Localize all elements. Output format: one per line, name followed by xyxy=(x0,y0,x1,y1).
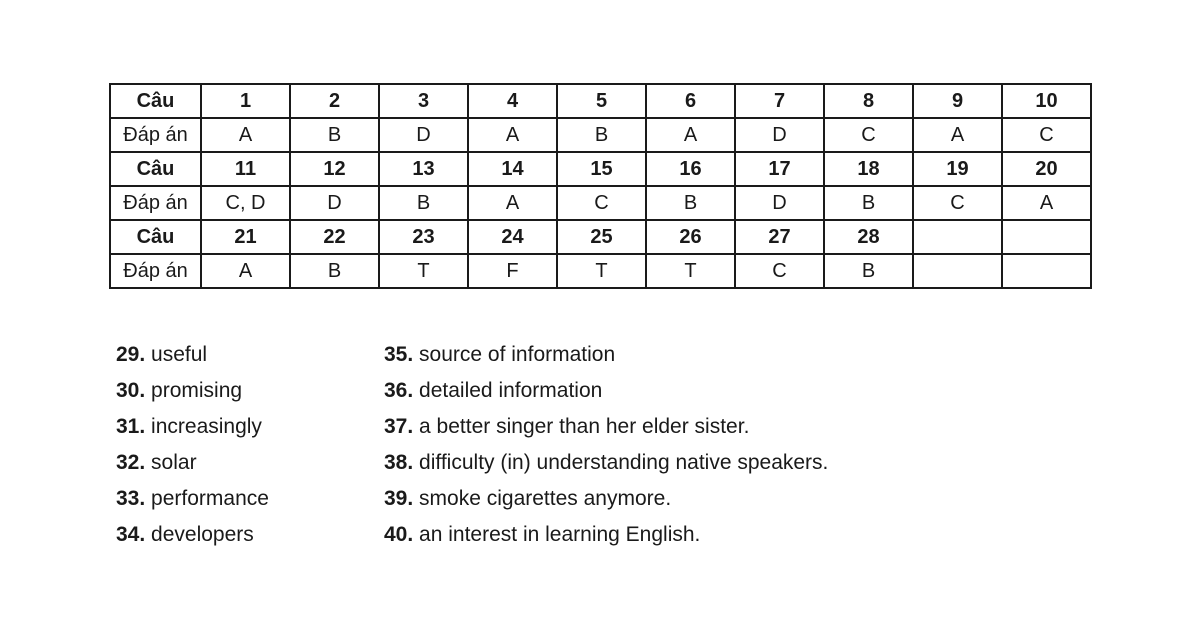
question-number: 38. xyxy=(384,451,414,474)
question-number-cell: 6 xyxy=(646,84,735,118)
answer-cell: F xyxy=(468,254,557,288)
question-number-cell: 19 xyxy=(913,152,1002,186)
answer-row xyxy=(110,254,1091,288)
answer-cell: C xyxy=(824,118,913,152)
answer-cell: A xyxy=(468,186,557,220)
answer-cell: A xyxy=(201,118,290,152)
answer-cell: C xyxy=(1002,118,1091,152)
question-number-cell: 26 xyxy=(646,220,735,254)
answer-cell: D xyxy=(290,186,379,220)
answer-text: developers xyxy=(151,523,254,546)
answer-cell: A xyxy=(646,118,735,152)
written-answer-item xyxy=(384,340,828,376)
written-answers-left xyxy=(116,340,269,556)
answer-cell: D xyxy=(735,186,824,220)
answer-cell: C xyxy=(557,186,646,220)
question-number-cell: 27 xyxy=(735,220,824,254)
answer-cell: C xyxy=(735,254,824,288)
written-answer-item xyxy=(384,376,828,412)
question-number-cell: 8 xyxy=(824,84,913,118)
question-number-cell xyxy=(1002,220,1091,254)
written-answer-item xyxy=(384,412,828,448)
written-answer-item xyxy=(384,484,828,520)
answer-cell: C xyxy=(913,186,1002,220)
answer-cell: A xyxy=(201,254,290,288)
question-number-cell: 2 xyxy=(290,84,379,118)
answer-cell: B xyxy=(824,186,913,220)
answer-text: smoke cigarettes anymore. xyxy=(419,487,672,510)
question-number-cell xyxy=(913,220,1002,254)
question-row-label: Câu xyxy=(110,220,201,254)
question-number: 33. xyxy=(116,487,146,510)
question-number-cell: 25 xyxy=(557,220,646,254)
question-number-row xyxy=(110,220,1091,254)
answer-row-label: Đáp án xyxy=(110,254,201,288)
answer-text: an interest in learning English. xyxy=(419,523,701,546)
question-number-cell: 16 xyxy=(646,152,735,186)
question-number-row xyxy=(110,152,1091,186)
question-row-label: Câu xyxy=(110,84,201,118)
answer-text: performance xyxy=(151,487,269,510)
answer-cell: B xyxy=(290,254,379,288)
question-number: 32. xyxy=(116,451,146,474)
written-answers-right xyxy=(384,340,828,556)
answer-cell: C, D xyxy=(201,186,290,220)
question-number-row xyxy=(110,84,1091,118)
question-number: 34. xyxy=(116,523,146,546)
written-answer-item xyxy=(116,376,269,412)
answer-cell: T xyxy=(646,254,735,288)
question-row-label: Câu xyxy=(110,152,201,186)
answer-row xyxy=(110,186,1091,220)
question-number-cell: 14 xyxy=(468,152,557,186)
answer-row-label: Đáp án xyxy=(110,186,201,220)
answer-cell: B xyxy=(379,186,468,220)
answer-cell: T xyxy=(379,254,468,288)
question-number: 30. xyxy=(116,379,146,402)
question-number-cell: 3 xyxy=(379,84,468,118)
question-number-cell: 12 xyxy=(290,152,379,186)
answer-text: promising xyxy=(151,379,243,402)
answer-cell: B xyxy=(646,186,735,220)
answer-cell: A xyxy=(468,118,557,152)
written-answer-item xyxy=(116,448,269,484)
answer-text: increasingly xyxy=(151,415,262,438)
written-answer-item xyxy=(116,340,269,376)
answer-cell xyxy=(1002,254,1091,288)
answer-text: useful xyxy=(151,343,208,366)
answer-cell: D xyxy=(735,118,824,152)
answer-row-label: Đáp án xyxy=(110,118,201,152)
question-number-cell: 24 xyxy=(468,220,557,254)
written-answer-item xyxy=(116,412,269,448)
answer-cell: B xyxy=(557,118,646,152)
question-number-cell: 10 xyxy=(1002,84,1091,118)
question-number-cell: 13 xyxy=(379,152,468,186)
answer-cell: T xyxy=(557,254,646,288)
question-number: 36. xyxy=(384,379,414,402)
question-number-cell: 22 xyxy=(290,220,379,254)
written-answer-item xyxy=(384,448,828,484)
written-answer-item xyxy=(384,520,828,556)
question-number: 29. xyxy=(116,343,146,366)
question-number-cell: 4 xyxy=(468,84,557,118)
question-number: 40. xyxy=(384,523,414,546)
answer-text: difficulty (in) understanding native speakers. xyxy=(419,451,829,474)
answer-text: detailed information xyxy=(419,379,603,402)
question-number-cell: 20 xyxy=(1002,152,1091,186)
question-number-cell: 21 xyxy=(201,220,290,254)
answer-text: source of information xyxy=(419,343,616,366)
question-number-cell: 9 xyxy=(913,84,1002,118)
answer-cell xyxy=(913,254,1002,288)
question-number-cell: 15 xyxy=(557,152,646,186)
answer-cell: A xyxy=(1002,186,1091,220)
question-number: 35. xyxy=(384,343,414,366)
answer-cell: D xyxy=(379,118,468,152)
question-number-cell: 17 xyxy=(735,152,824,186)
answer-key-table xyxy=(109,83,1092,289)
answer-text: solar xyxy=(151,451,197,474)
question-number-cell: 1 xyxy=(201,84,290,118)
question-number: 31. xyxy=(116,415,146,438)
question-number-cell: 23 xyxy=(379,220,468,254)
question-number-cell: 18 xyxy=(824,152,913,186)
question-number-cell: 28 xyxy=(824,220,913,254)
question-number: 37. xyxy=(384,415,414,438)
question-number-cell: 11 xyxy=(201,152,290,186)
answer-row xyxy=(110,118,1091,152)
question-number-cell: 5 xyxy=(557,84,646,118)
question-number: 39. xyxy=(384,487,414,510)
answer-cell: A xyxy=(913,118,1002,152)
question-number-cell: 7 xyxy=(735,84,824,118)
answer-cell: B xyxy=(290,118,379,152)
answer-cell: B xyxy=(824,254,913,288)
written-answer-item xyxy=(116,520,269,556)
written-answer-item xyxy=(116,484,269,520)
answer-text: a better singer than her elder sister. xyxy=(419,415,750,438)
